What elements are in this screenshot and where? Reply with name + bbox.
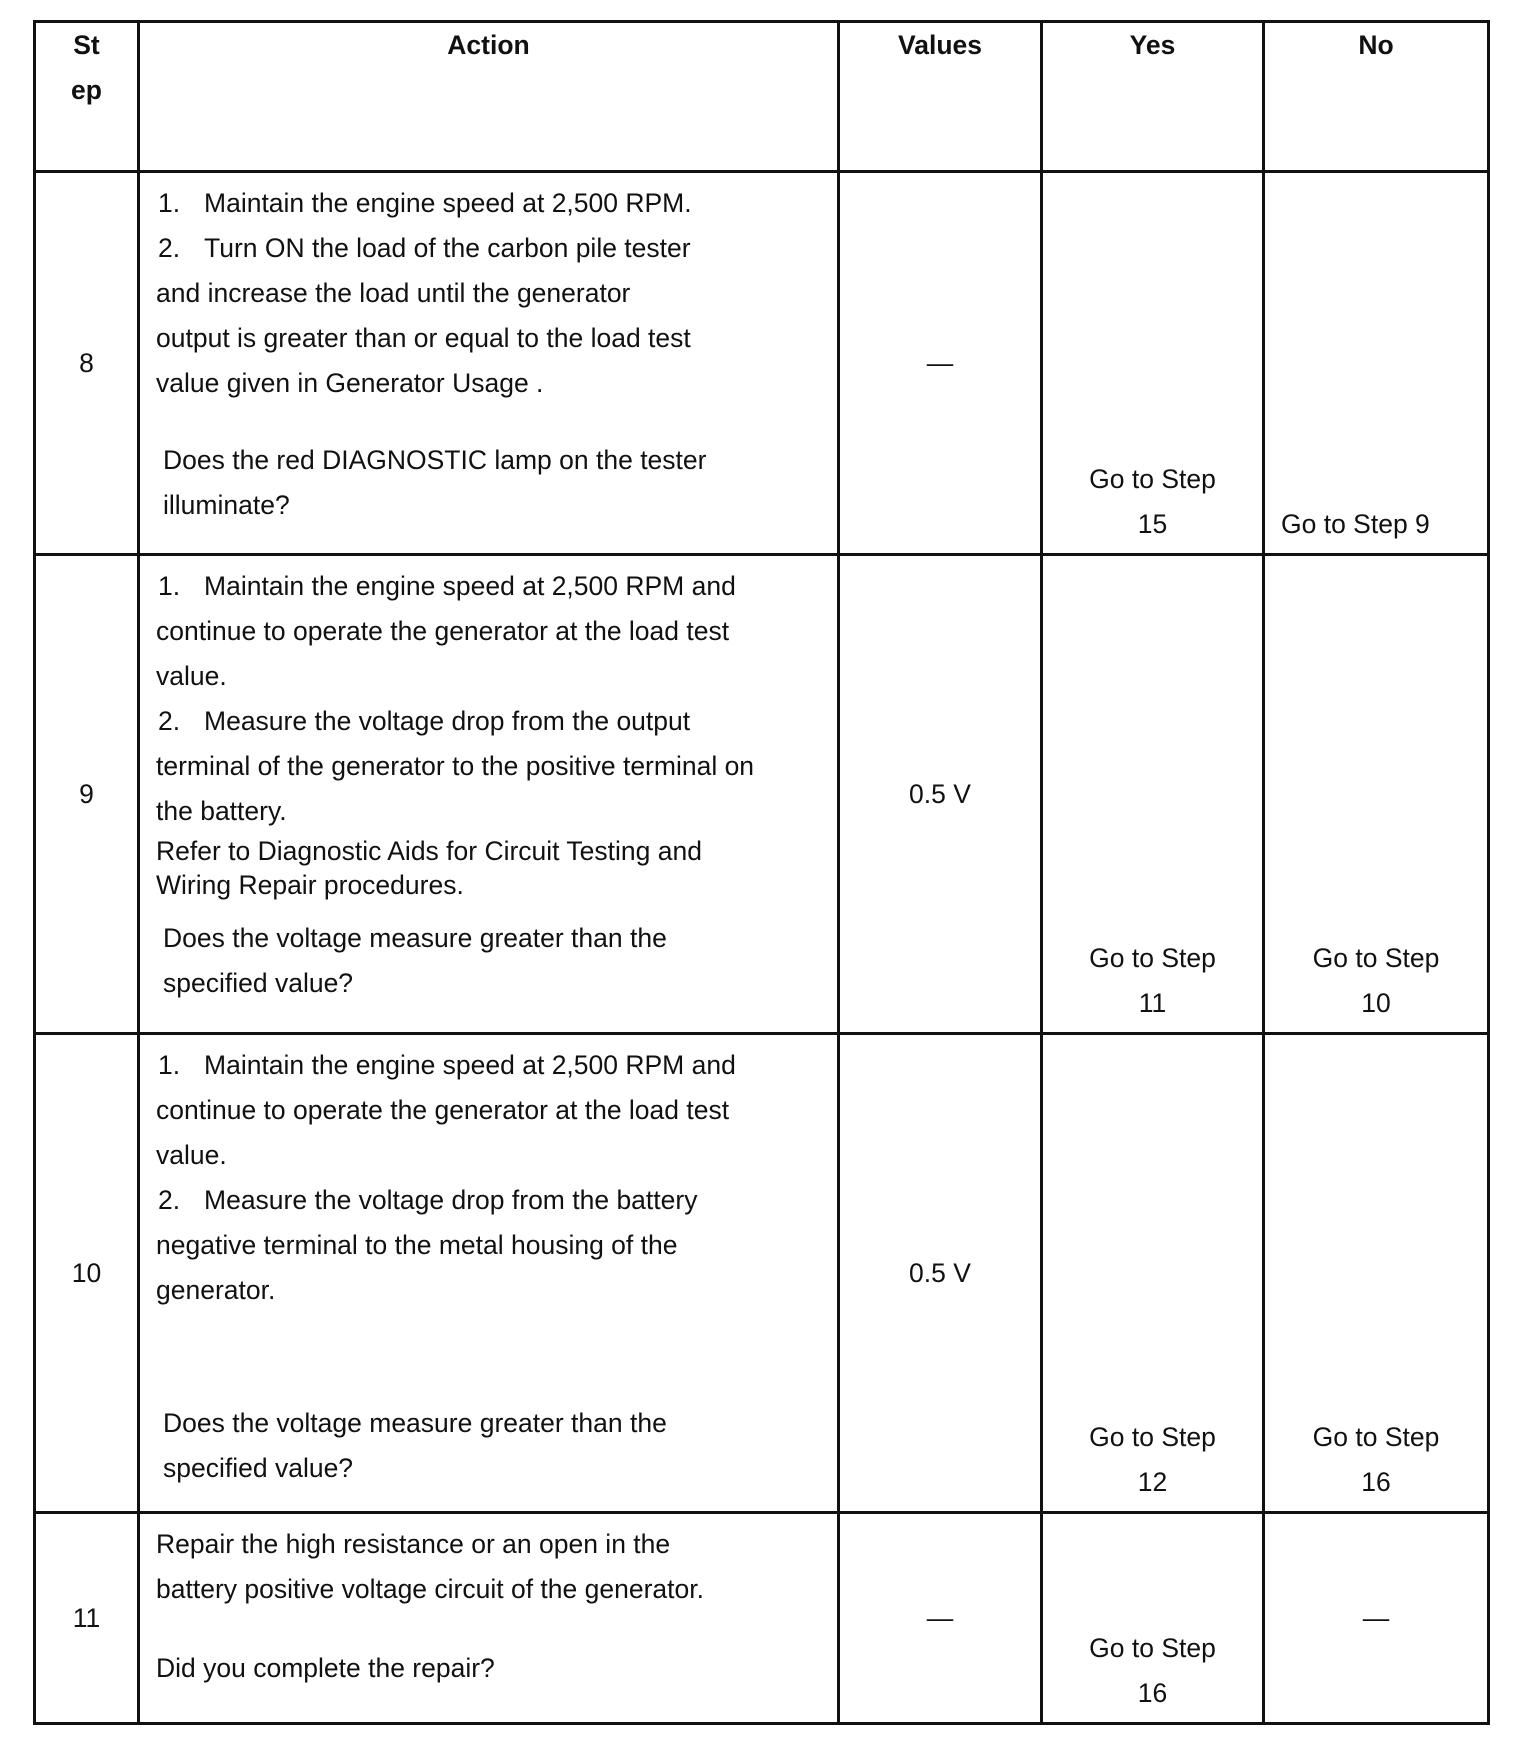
step-number: 11	[35, 1513, 139, 1724]
action-item: 2. Measure the voltage drop from the output terminal of the generator to the positive terminal on the battery.	[156, 706, 755, 826]
action-question: Does the voltage measure greater than the specified value?	[163, 923, 667, 998]
header-step-line2: ep	[71, 75, 102, 105]
action-text: Repair the high resistance or an open in the battery positive voltage circuit of the generator.	[156, 1529, 704, 1604]
action-question: Does the voltage measure greater than the specified value?	[163, 1408, 667, 1483]
action-question: Did you complete the repair?	[156, 1653, 495, 1683]
step-number: 9	[35, 555, 139, 1034]
step-number: 8	[35, 172, 139, 555]
action-item: 1. Maintain the engine speed at 2,500 RPM and continue to operate the generator at the load test value.	[156, 1050, 736, 1170]
value-cell: —	[839, 1513, 1042, 1724]
action-question: Does the red DIAGNOSTIC lamp on the tester illuminate?	[163, 445, 707, 520]
no-result: —	[1264, 1513, 1489, 1724]
action-cell	[139, 1513, 839, 1724]
header-no: No	[1264, 22, 1489, 172]
diagnostic-table	[33, 20, 1490, 1725]
table-row	[35, 172, 1489, 555]
header-values: Values	[839, 22, 1042, 172]
value-cell: 0.5 V	[839, 555, 1042, 1034]
header-row	[35, 22, 1489, 172]
table-row	[35, 1513, 1489, 1724]
action-cell	[139, 1034, 839, 1513]
value-cell: —	[839, 172, 1042, 555]
header-yes: Yes	[1042, 22, 1264, 172]
header-action: Action	[139, 22, 839, 172]
table-row	[35, 1034, 1489, 1513]
table-row	[35, 555, 1489, 1034]
action-item: 2. Measure the voltage drop from the battery negative terminal to the metal housing of the generator.	[156, 1185, 698, 1305]
no-result: Go to Step 16	[1264, 1034, 1489, 1513]
yes-result: Go to Step 12	[1042, 1034, 1264, 1513]
action-cell	[139, 555, 839, 1034]
yes-result: Go to Step 11	[1042, 555, 1264, 1034]
action-cell	[139, 172, 839, 555]
action-item: 1. Maintain the engine speed at 2,500 RPM.	[158, 188, 692, 218]
header-step-line1: St	[73, 30, 100, 60]
yes-result: Go to Step 15	[1042, 172, 1264, 555]
yes-result: Go to Step 16	[1042, 1513, 1264, 1724]
action-item: 1. Maintain the engine speed at 2,500 RPM and continue to operate the generator at the load test value.	[156, 571, 736, 691]
value-cell: 0.5 V	[839, 1034, 1042, 1513]
no-result: Go to Step 10	[1264, 555, 1489, 1034]
header-step	[35, 22, 139, 172]
step-number: 10	[35, 1034, 139, 1513]
action-item: 2. Turn ON the load of the carbon pile tester and increase the load until the generator output is greater than or equal to the load test value given in Generator Usage .	[156, 233, 691, 398]
no-result: Go to Step 9	[1264, 172, 1489, 555]
action-note: Refer to Diagnostic Aids for Circuit Testing and Wiring Repair procedures.	[156, 836, 702, 900]
